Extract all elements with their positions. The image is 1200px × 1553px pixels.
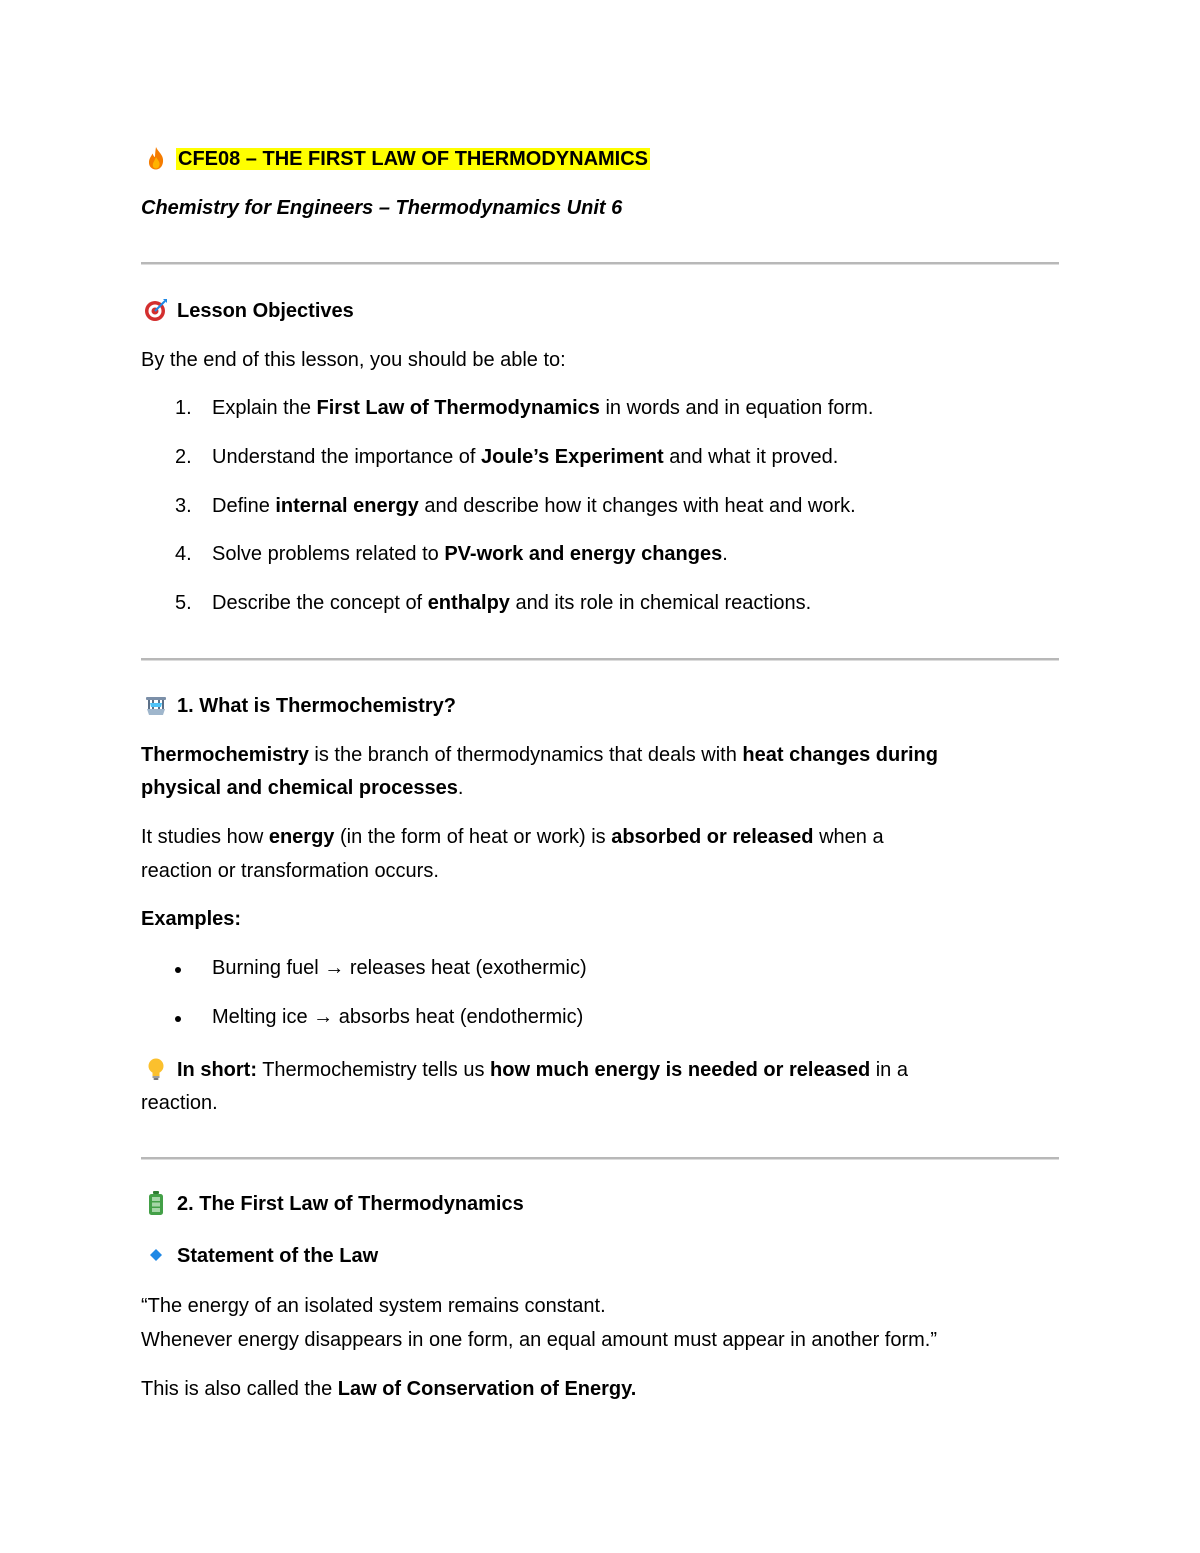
objectives-heading: Lesson Objectives <box>177 300 354 322</box>
list-number: 2. <box>175 446 192 468</box>
diamond-icon <box>143 1242 169 1268</box>
fire-icon <box>143 145 169 171</box>
list-item: Describe the concept of enthalpy and its role in chemical reactions. <box>212 592 812 614</box>
list-number: 5. <box>175 592 192 614</box>
list-item: Burning fuel → releases heat (exothermic) <box>212 957 587 979</box>
quote-line: “The energy of an isolated system remains constant. <box>141 1295 606 1317</box>
list-item: Solve problems related to PV-work and energy changes. <box>212 543 728 565</box>
battery-icon <box>143 1190 169 1216</box>
paragraph-line: physical and chemical processes. <box>141 777 464 799</box>
target-icon <box>143 297 169 323</box>
list-item: Define internal energy and describe how it changes with heat and work. <box>212 495 856 517</box>
summary-line: In short: Thermochemistry tells us how much energy is needed or released in a <box>177 1059 908 1081</box>
divider <box>141 262 1059 265</box>
paragraph-line: reaction or transformation occurs. <box>141 860 439 882</box>
list-number: 1. <box>175 397 192 419</box>
paragraph-line: This is also called the Law of Conservation of Energy. <box>141 1378 637 1400</box>
divider <box>141 1157 1059 1160</box>
list-item: Understand the importance of Joule’s Experiment and what it proved. <box>212 446 839 468</box>
section2-subheading: Statement of the Law <box>177 1245 379 1267</box>
bullet-icon <box>175 967 181 973</box>
section1-heading: 1. What is Thermochemistry? <box>177 695 456 717</box>
examples-label: Examples: <box>141 908 242 930</box>
section2-heading: 2. The First Law of Thermodynamics <box>177 1193 524 1215</box>
summary-line: reaction. <box>141 1092 218 1114</box>
list-item: Explain the First Law of Thermodynamics in words and in equation form. <box>212 397 874 419</box>
flask-icon <box>143 692 169 718</box>
divider <box>141 658 1059 661</box>
document-subtitle: Chemistry for Engineers – Thermodynamics Unit 6 <box>141 197 623 219</box>
paragraph-line: It studies how energy (in the form of heat or work) is absorbed or released when a <box>141 826 884 848</box>
list-number: 4. <box>175 543 192 565</box>
quote-line: Whenever energy disappears in one form, an equal amount must appear in another form.” <box>141 1329 937 1351</box>
list-number: 3. <box>175 495 192 517</box>
objectives-intro: By the end of this lesson, you should be able to: <box>141 349 566 371</box>
paragraph-line: Thermochemistry is the branch of thermodynamics that deals with heat changes during <box>141 744 938 766</box>
bullet-icon <box>175 1016 181 1022</box>
list-item: Melting ice → absorbs heat (endothermic) <box>212 1006 584 1028</box>
document-title: CFE08 – THE FIRST LAW OF THERMODYNAMICS <box>178 148 649 170</box>
lightbulb-icon <box>143 1056 169 1082</box>
